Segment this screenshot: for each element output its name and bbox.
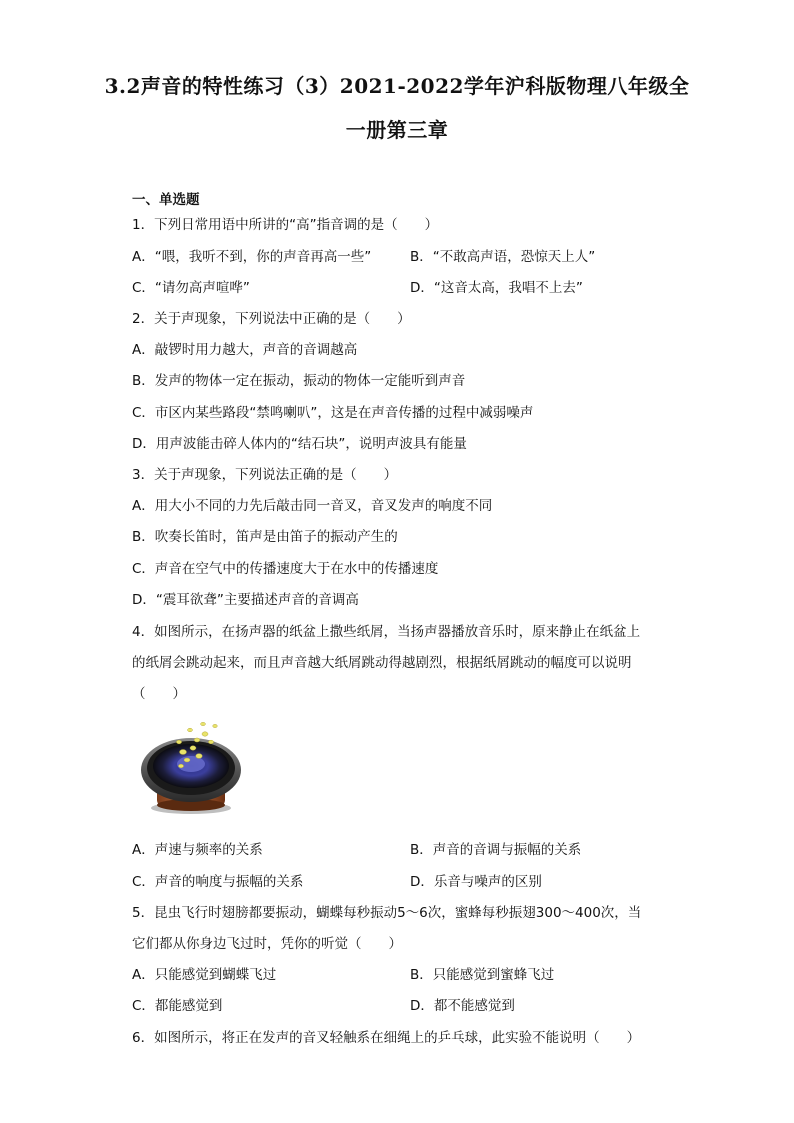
section-heading: 一、单选题 bbox=[132, 192, 200, 208]
question-4-option-b: B．声音的音调与振幅的关系 bbox=[410, 842, 582, 858]
question-2-option-b: B．发声的物体一定在振动，振动的物体一定能听到声音 bbox=[132, 373, 466, 389]
question-4-option-a: A．声速与频率的关系 bbox=[132, 842, 263, 858]
question-4-option-d: D．乐音与噪声的区别 bbox=[410, 874, 542, 890]
question-2-stem: 2．关于声现象，下列说法中正确的是（ ） bbox=[132, 311, 411, 327]
question-5-option-a: A．只能感觉到蝴蝶飞过 bbox=[132, 967, 277, 983]
question-2-option-a: A．敲锣时用力越大，声音的音调越高 bbox=[132, 342, 358, 358]
question-1-option-c: C．“请勿高声喧哗” bbox=[132, 280, 250, 296]
page-title-line-1: 3.2声音的特性练习（3）2021-2022学年沪科版物理八年级全 bbox=[104, 74, 690, 98]
question-2-option-d: D．用声波能击碎人体内的“结石块”，说明声波具有能量 bbox=[132, 436, 467, 452]
question-5-option-c: C．都能感觉到 bbox=[132, 998, 223, 1014]
question-6-stem: 6．如图所示，将正在发声的音叉轻触系在细绳上的乒乓球，此实验不能说明（ ） bbox=[132, 1030, 641, 1046]
question-5-stem-line-2: 它们都从你身边飞过时，凭你的听觉（ ） bbox=[132, 936, 402, 952]
question-4-option-c: C．声音的响度与振幅的关系 bbox=[132, 874, 304, 890]
question-4-stem-line-1: 4．如图所示，在扬声器的纸盆上撒些纸屑，当扬声器播放音乐时，原来静止在纸盆上 bbox=[132, 624, 641, 640]
question-5-option-b: B．只能感觉到蜜蜂飞过 bbox=[410, 967, 555, 983]
question-1-option-a: A．“喂，我听不到，你的声音再高一些” bbox=[132, 249, 372, 265]
question-3-stem: 3．关于声现象，下列说法正确的是（ ） bbox=[132, 467, 398, 483]
question-3-option-c: C．声音在空气中的传播速度大于在水中的传播速度 bbox=[132, 561, 439, 577]
question-1-option-b: B．“不敢高声语，恐惊天上人” bbox=[410, 249, 596, 265]
speaker-figure bbox=[135, 712, 245, 816]
question-3-option-d: D．“震耳欲聋”主要描述声音的音调高 bbox=[132, 592, 359, 608]
page-title-line-2: 一册第三章 bbox=[345, 118, 449, 142]
question-3-option-b: B．吹奏长笛时，笛声是由笛子的振动产生的 bbox=[132, 529, 398, 545]
question-1-stem: 1．下列日常用语中所讲的“高”指音调的是（ ） bbox=[132, 217, 439, 233]
question-4-stem-line-3: （ ） bbox=[132, 686, 186, 702]
question-5-option-d: D．都不能感觉到 bbox=[410, 998, 515, 1014]
question-5-stem-line-1: 5．昆虫飞行时翅膀都要振动，蝴蝶每秒振动5～6次，蜜蜂每秒振翅300～400次，当 bbox=[132, 905, 642, 921]
question-4-stem-line-2: 的纸屑会跳动起来，而且声音越大纸屑跳动得越剧烈，根据纸屑跳动的幅度可以说明 bbox=[132, 655, 632, 671]
question-2-option-c: C．市区内某些路段“禁鸣喇叭”，这是在声音传播的过程中减弱噪声 bbox=[132, 405, 534, 421]
question-1-option-d: D．“这音太高，我唱不上去” bbox=[410, 280, 583, 296]
question-3-option-a: A．用大小不同的力先后敲击同一音叉，音叉发声的响度不同 bbox=[132, 498, 493, 514]
